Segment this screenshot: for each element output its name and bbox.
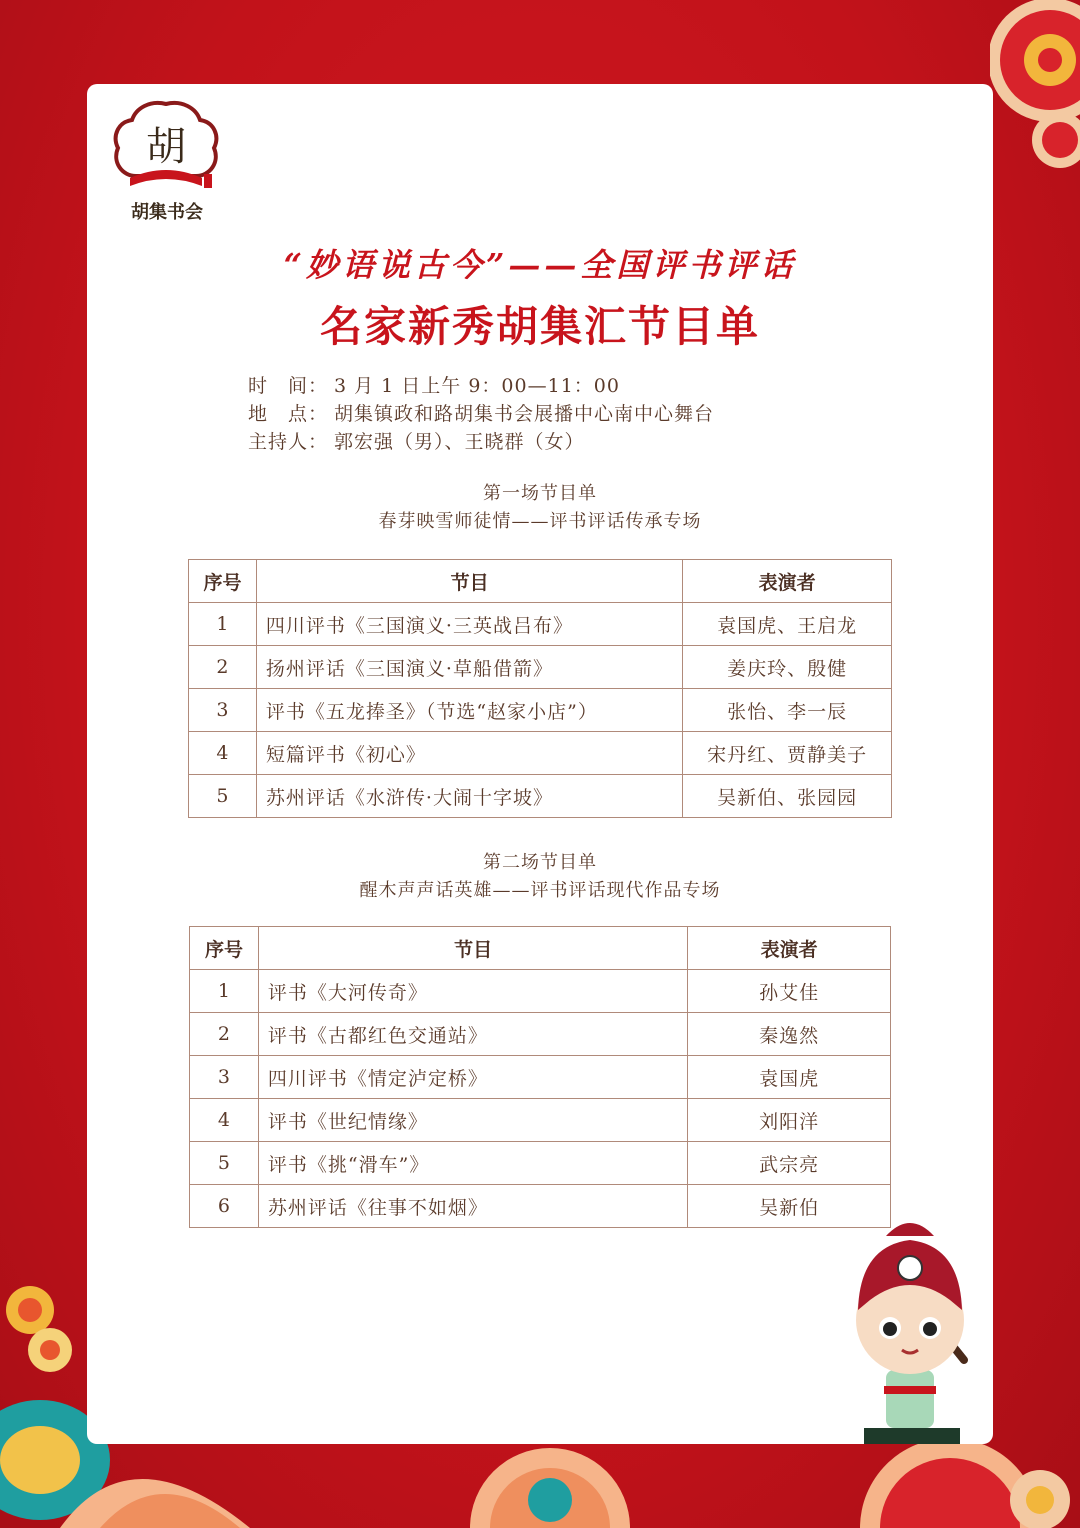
svg-text:胡: 胡 — [146, 124, 186, 170]
column-header-title: 节目 — [258, 927, 687, 970]
row-number: 3 — [190, 1056, 259, 1099]
row-number: 6 — [190, 1185, 259, 1228]
logo-text: 胡集书会 — [131, 202, 203, 223]
performer: 张怡、李一辰 — [683, 689, 892, 732]
info-location — [248, 399, 714, 426]
performer: 吴新伯 — [688, 1185, 891, 1228]
performer: 秦逸然 — [688, 1013, 891, 1056]
table-row — [189, 689, 892, 732]
session1-heading: 第一场节目单 — [483, 483, 597, 504]
performer: 吴新伯、张园园 — [683, 775, 892, 818]
session2-table — [189, 926, 891, 1228]
row-number: 1 — [190, 970, 259, 1013]
row-number: 4 — [189, 732, 257, 775]
performer: 宋丹红、贾静美子 — [683, 732, 892, 775]
program-title: 评书《世纪情缘》 — [258, 1099, 687, 1142]
table-row — [190, 1013, 891, 1056]
row-number: 1 — [189, 603, 257, 646]
program-title: 评书《五龙捧圣》（节选“赵家小店”） — [256, 689, 682, 732]
performer: 姜庆玲、殷健 — [683, 646, 892, 689]
table-row — [189, 775, 892, 818]
row-number: 3 — [189, 689, 257, 732]
table-row — [190, 1099, 891, 1142]
table-row — [190, 1142, 891, 1185]
storyteller-mascot — [840, 1210, 980, 1446]
row-number: 5 — [190, 1142, 259, 1185]
column-header-performer: 表演者 — [688, 927, 891, 970]
session2-heading: 第二场节目单 — [483, 852, 597, 873]
program-title: 扬州评话《三国演义·草船借箭》 — [256, 646, 682, 689]
program-title: 四川评书《情定泸定桥》 — [258, 1056, 687, 1099]
info-location-value: 胡集镇政和路胡集书会展播中心南中心舞台 — [334, 403, 715, 425]
info-location-label: 地 点： — [248, 403, 329, 425]
session1-table — [188, 559, 892, 818]
info-host-value: 郭宏强（男）、王晓群（女） — [334, 431, 585, 453]
row-number: 4 — [190, 1099, 259, 1142]
info-host — [248, 427, 585, 454]
performer: 袁国虎、王启龙 — [683, 603, 892, 646]
table-row — [190, 1056, 891, 1099]
table-row — [190, 1185, 891, 1228]
program-title: 苏州评话《水浒传·大闹十字坡》 — [256, 775, 682, 818]
program-title: 评书《大河传奇》 — [258, 970, 687, 1013]
column-header-title: 节目 — [256, 560, 682, 603]
program-title: 短篇评书《初心》 — [256, 732, 682, 775]
performer: 孙艾佳 — [688, 970, 891, 1013]
table-row — [190, 970, 891, 1013]
program-title: 四川评书《三国演义·三英战吕布》 — [256, 603, 682, 646]
table-row — [189, 603, 892, 646]
clouds-bottom-decoration — [250, 1440, 1080, 1528]
program-title: 评书《挑“滑车”》 — [258, 1142, 687, 1185]
row-number: 2 — [190, 1013, 259, 1056]
column-header-performer: 表演者 — [683, 560, 892, 603]
table-header-row — [190, 927, 891, 970]
info-time-value: 3 月 1 日上午 9：00—11：00 — [334, 375, 620, 397]
info-time — [248, 371, 620, 398]
page-title-line1: “妙语说古今”——全国评书评话 — [283, 246, 797, 284]
table-header-row — [189, 560, 892, 603]
column-header-no: 序号 — [189, 560, 257, 603]
session1-subtitle: 春芽映雪师徒情——评书评话传承专场 — [378, 511, 702, 532]
program-title: 苏州评话《往事不如烟》 — [258, 1185, 687, 1228]
performer: 武宗亮 — [688, 1142, 891, 1185]
session2-subtitle: 醒木声声话英雄——评书评话现代作品专场 — [359, 880, 721, 901]
column-header-no: 序号 — [190, 927, 259, 970]
program-title: 评书《古都红色交通站》 — [258, 1013, 687, 1056]
table-row — [189, 646, 892, 689]
table-row — [189, 732, 892, 775]
page-title-line2: 名家新秀胡集汇节目单 — [319, 302, 760, 351]
performer: 袁国虎 — [688, 1056, 891, 1099]
row-number: 5 — [189, 775, 257, 818]
info-host-label: 主持人： — [248, 431, 329, 453]
info-time-label: 时 间： — [248, 375, 329, 397]
row-number: 2 — [189, 646, 257, 689]
flower-top-right-decoration — [990, 0, 1080, 170]
performer: 刘阳洋 — [688, 1099, 891, 1142]
